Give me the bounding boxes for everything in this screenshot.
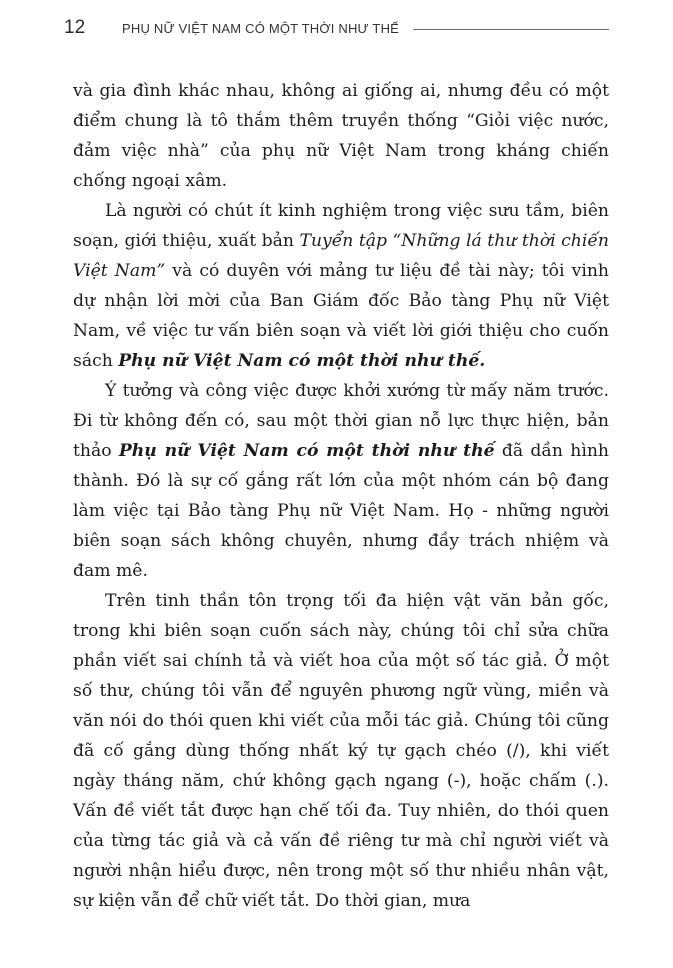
paragraph-2: [73, 196, 609, 376]
book-title-2: Phụ nữ Việt Nam có một thời như thế: [118, 441, 495, 461]
running-title: PHỤ NỮ VIỆT NAM CÓ MỘT THỜI NHƯ THẾ: [122, 20, 400, 36]
paragraph-1: và gia đình khác nhau, không ai giống ai, nhưng đều có một điểm chung là tô thắm thêm truyền thống “Giỏi việc nước, đảm việc nhà” của phụ nữ Việt Nam trong kháng chiến chống ngoại xâm.: [73, 81, 609, 191]
paragraph-2-text: Là người có chút ít kinh nghiệm trong việc sưu tầm, biên soạn, giới thiệu, xuất bản: [73, 201, 609, 251]
running-header: [64, 14, 609, 42]
book-title: Phụ nữ Việt Nam có một thời như thế.: [118, 351, 486, 371]
header-rule: [413, 29, 609, 30]
page-number: 12: [64, 17, 86, 38]
paragraph-2-text-cont: và có duyên với mảng tư liệu đề tài này; tôi vinh dự nhận lời mời của Ban Giám đốc Bảo tàng Phụ nữ Việt Nam, về việc tư vấn biên soạn và viết lời giới thiệu cho cuốn sách: [73, 261, 609, 371]
paragraph-3-text-cont: đã dần hình thành. Đó là sự cố gắng rất lớn của một nhóm cán bộ đang làm việc tại Bảo tàng Phụ nữ Việt Nam. Họ - những người biên soạn sách không chuyên, nhưng đầy trách nhiệm và đam mê.: [73, 441, 609, 581]
anthology-title: Tuyển tập “Những lá thư thời chiến Việt Nam”: [73, 231, 609, 281]
body-text: [73, 76, 609, 916]
paragraph-4: Trên tinh thần tôn trọng tối đa hiện vật văn bản gốc, trong khi biên soạn cuốn sách này, chúng tôi chỉ sửa chữa phần viết sai chính tả và viết hoa của một số tác giả. Ở một số thư, chúng tôi vẫn để nguyên phương ngữ vùng, miền và văn nói do thói quen khi viết của mỗi tác giả. Chúng tôi cũng đã cố gắng dùng thống nhất ký tự gạch chéo (/), khi viết ngày tháng năm, chứ không gạch ngang (-), hoặc chấm (.). Vấn đề viết tắt được hạn chế tối đa. Tuy nhiên, do thói quen của từng tác giả và cả vấn đề riêng tư mà chỉ người viết và người nhận hiểu được, nên trong một số thư nhiều nhân vật, sự kiện vẫn để chữ viết tắt. Do thời gian, mưa: [73, 591, 609, 911]
paragraph-3-text: Ý tưởng và công việc được khởi xướng từ mấy năm trước. Đi từ không đến có, sau một thời gian nỗ lực thực hiện, bản thảo: [73, 381, 609, 461]
paragraph-3: [73, 376, 609, 586]
